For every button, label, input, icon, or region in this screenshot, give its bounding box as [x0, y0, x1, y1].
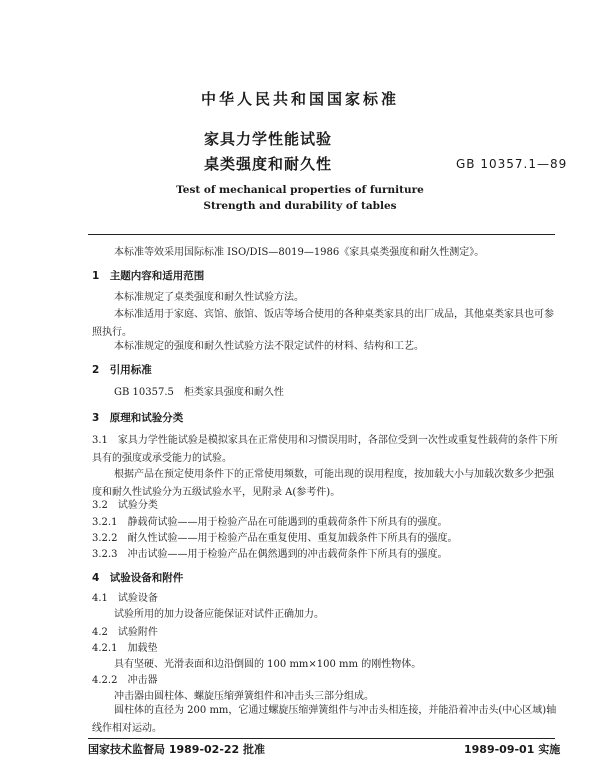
footer-effective: 1989-09-01 实施: [464, 743, 561, 756]
header-rule: [88, 234, 555, 235]
section4-p422b: 圆柱体的直径为 200 mm，它通过螺旋压缩弹簧组件与冲击头相连接，并能沿着冲击头(中心区域)轴线作相对运动。: [92, 705, 557, 734]
section3-i321: 3.2.1 静载荷试验——用于检验产品在可能遇到的重载荷条件下所具有的强度。: [92, 517, 448, 528]
section4-p421: 具有坚硬、光滑表面和边沿倒圆的 100 mm×100 mm 的刚性物体。: [114, 659, 422, 670]
section1-p1: 本标准规定了桌类强度和耐久性试验方法。: [114, 292, 304, 303]
section4-p422a: 冲击器由圆柱体、螺旋压缩弹簧组件和冲击头三部分组成。: [114, 691, 374, 702]
title-cn-line2: 桌类强度和耐久性: [204, 155, 333, 173]
standard-code: GB 10357.1—89: [456, 157, 568, 171]
section3-p31b: 根据产品在预定使用条件下的正常使用频数，可能出现的误用程度，按加载大小与加载次数多少把强度和耐久性试验分为五级试验水平，见附录 A(参考件)。: [92, 469, 554, 498]
section4-heading: 4 试验设备和附件: [92, 572, 184, 584]
section4-h42: 4.2 试验附件: [92, 627, 158, 638]
section4-h41: 4.1 试验设备: [92, 593, 158, 604]
title-cn-line1: 家具力学性能试验: [204, 130, 333, 148]
section3-i323: 3.2.3 冲击试验——用于检验产品在偶然遇到的冲击载荷条件下所具有的强度。: [92, 549, 448, 560]
section4-p41: 试验所用的加力设备应能保证对试件正确加力。: [114, 609, 324, 620]
section4-h421: 4.2.1 加载垫: [92, 643, 158, 654]
section3-h32: 3.2 试验分类: [92, 500, 158, 511]
section1-p2: 本标准适用于家庭、宾馆、旅馆、饭店等场合使用的各种桌类家具的出厂成品，其他桌类家具也可参照执行。: [92, 309, 554, 338]
footer-approved: 国家技术监督局 1989-02-22 批准: [88, 743, 266, 756]
footer-rule: [88, 738, 555, 739]
title-en-line2: Strength and durability of tables: [203, 200, 397, 212]
title-en-line1: Test of mechanical properties of furniture: [176, 184, 424, 196]
section3-p31: 3.1 家具力学性能试验是模拟家具在正常使用和习惯误用时，各部位受到一次性或重复性载荷的条件下所具有的强度或承受能力的试验。: [92, 435, 558, 464]
section2-reference: GB 10357.5 柜类家具强度和耐久性: [114, 387, 284, 398]
section2-heading: 2 引用标准: [92, 364, 152, 376]
section4-h422: 4.2.2 冲击器: [92, 675, 158, 686]
section3-i322: 3.2.2 耐久性试验——用于检验产品在重复使用、重复加载条件下所具有的强度。: [92, 533, 458, 544]
intro-paragraph: 本标准等效采用国际标准 ISO/DIS—8019—1986《家具桌类强度和耐久性测定》。: [114, 247, 485, 258]
section1-p3: 本标准规定的强度和耐久性试验方法不限定试件的材料、结构和工艺。: [114, 341, 424, 352]
section1-heading: 1 主题内容和适用范围: [92, 270, 205, 282]
national-standard-header: 中华人民共和国国家标准: [200, 90, 399, 108]
section3-heading: 3 原理和试验分类: [92, 412, 184, 424]
